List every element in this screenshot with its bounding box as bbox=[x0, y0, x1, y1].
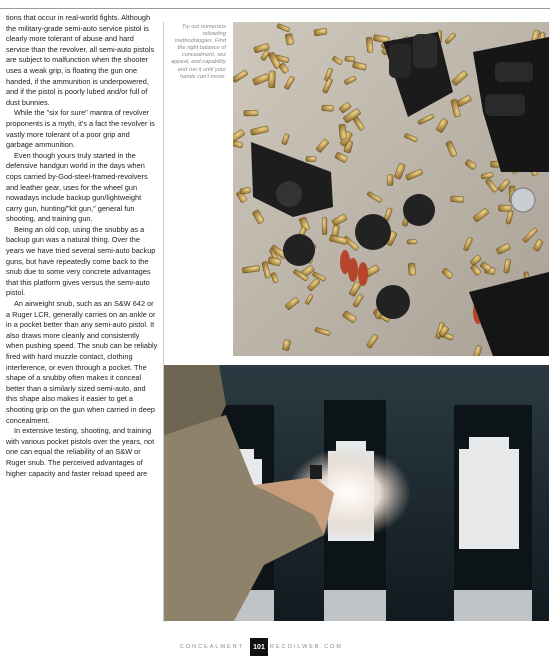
article-paragraph: tions that occur in real-world fights. Although the military-grade semi-auto service pistol is clearly more tolerant of abuse and hard service than the revolver, all semi-auto pistols are subject to malfunction when the shooter uses a weak grip, is floating the gun one handed, if the ammunition is underpowered, and if the pistol is poorly lubed and/or full of dust bunnies. bbox=[6, 13, 155, 107]
header-rule bbox=[0, 8, 550, 9]
brass-casing bbox=[407, 239, 417, 244]
brass-casing bbox=[339, 124, 347, 139]
range-shooting-photo bbox=[164, 365, 549, 621]
article-paragraph: In extensive testing, shooting, and training with various pocket pistols over the years, not one can equal the reliability of an S&W or Ruger snub. The perceived advantages of higher capacity and faster reload speed are bbox=[6, 426, 155, 478]
brass-casing bbox=[451, 196, 464, 203]
brass-casing bbox=[498, 205, 511, 212]
page-number: 101 bbox=[250, 638, 268, 656]
page-footer bbox=[0, 638, 550, 658]
brass-casing bbox=[408, 263, 416, 275]
article-paragraph: While the "six for sure" mantra of revolver proponents is a myth, it's a fact the revolver is vastly more tolerant of a poor grip and garbage ammunition. bbox=[6, 108, 155, 150]
brass-casing bbox=[306, 156, 316, 161]
article-body-column bbox=[6, 13, 158, 479]
brass-casing bbox=[244, 110, 258, 116]
brass-casing bbox=[322, 105, 334, 111]
article-paragraph: Being an old cop, using the snubby as a backup gun was a natural thing. Over the years we have tried several semi-auto backup guns, but have repeatedly come back to the snub due to some very concrete advantages that this platform gives versus the semi-auto pistol. bbox=[6, 224, 156, 298]
ammo-and-speedloaders-photo bbox=[233, 22, 549, 356]
brass-casing bbox=[366, 37, 373, 53]
article-paragraph: Even though yours truly started in the defensive handgun world in the days when cops carried by-God-steel-framed-revolvers and leather gear, uses for the wheel gun nowadays include backup gun/lightweight carry gun, hunting/"kit gun," general fun shooting, and training gun. bbox=[6, 150, 148, 224]
footer-section-name: CONCEALMENT bbox=[179, 644, 244, 650]
footer-website: RECOILWEB.COM bbox=[270, 644, 343, 650]
article-paragraph: An airweight snub, such as an S&W 642 or a Ruger LCR, generally carries on an ankle or in a pocket better than any semi-auto pistol. It also draws more cleanly and consistently when pushing speed. The snub can be reliably fired with hard muzzle contact, clothing interference, or even through a pocket. The shape of a snubby often makes it conceal better than a similarly sized semi-auto, and this shape also makes it easier to get a shooting grip on the gun when carried in deep concealment. bbox=[6, 299, 158, 425]
brass-casing bbox=[387, 175, 393, 186]
brass-casing bbox=[345, 56, 355, 61]
brass-casing bbox=[322, 217, 327, 235]
brass-casing bbox=[269, 71, 276, 88]
photo-caption: Try out numerous reloading methodologies. Find the right balance of concealment, sex appeal, and capability and run it until your hands can't move. bbox=[170, 24, 226, 80]
